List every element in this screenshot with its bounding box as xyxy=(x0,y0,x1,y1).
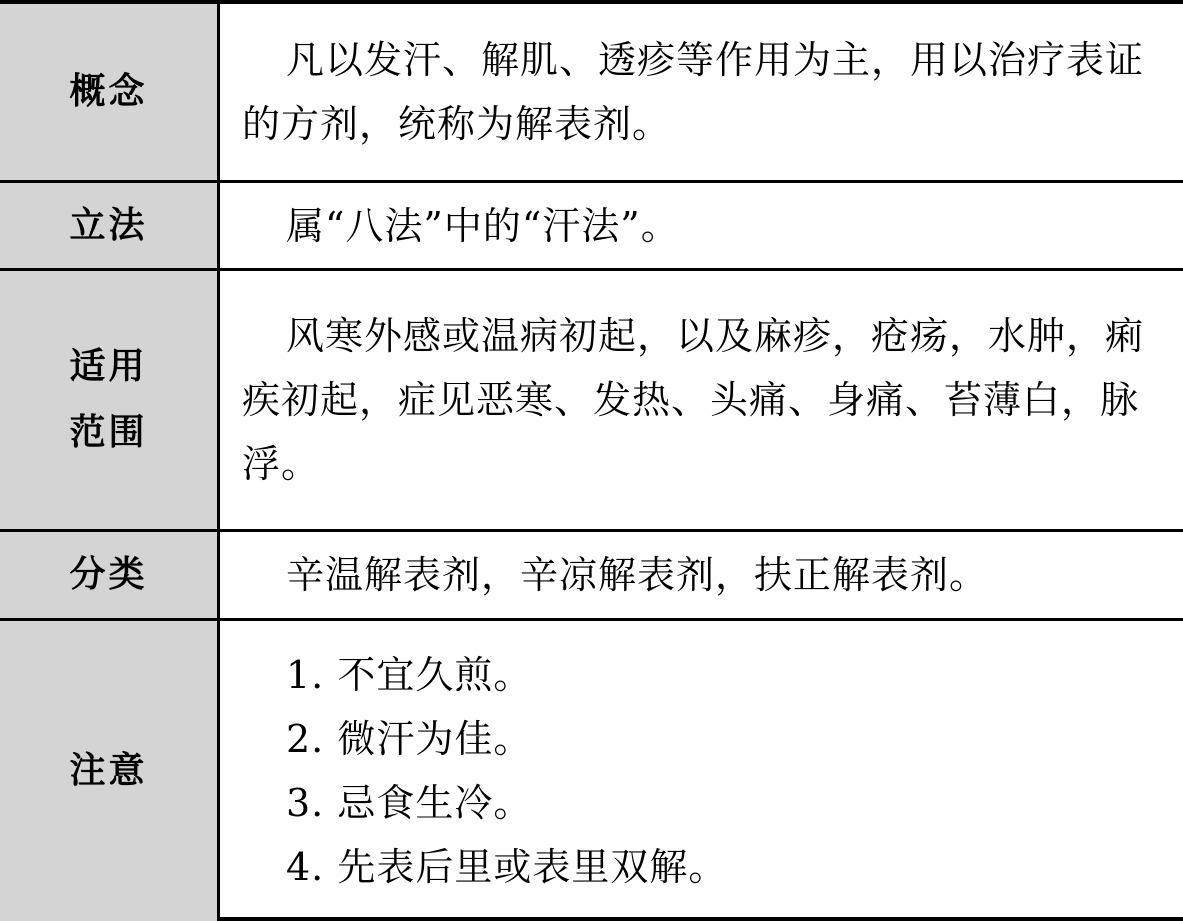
row-label-scope-line2: 范围 xyxy=(69,412,148,453)
list-item: 1. 不宜久煎。 xyxy=(286,653,533,697)
table-row-scope xyxy=(0,268,1183,529)
method-text: 属“八法”中的“汗法”。 xyxy=(286,203,680,248)
row-label-method: 立法 xyxy=(0,183,220,268)
row-label-precautions: 注意 xyxy=(0,621,220,921)
precautions-list xyxy=(242,643,1159,899)
row-label-scope xyxy=(0,271,220,529)
classification-text: 辛温解表剂，辛凉解表剂，扶正解表剂。 xyxy=(286,553,989,597)
table-row-precautions xyxy=(0,618,1183,921)
scope-text: 风寒外感或温病初起，以及麻疹，疮疡，水肿，痢疾初起，症见恶寒、发热、头痛、身痛、苔薄白，脉浮。 xyxy=(242,314,1145,486)
row-content-classification xyxy=(220,532,1183,618)
row-label-concept: 概念 xyxy=(0,4,220,180)
list-item: 4. 先表后里或表里双解。 xyxy=(286,845,728,889)
list-item: 3. 忌食生冷。 xyxy=(286,781,533,825)
list-item: 2. 微汗为佳。 xyxy=(286,717,533,761)
row-content-concept xyxy=(220,4,1183,180)
table-row-classification xyxy=(0,529,1183,618)
row-content-scope xyxy=(220,271,1183,529)
row-content-precautions xyxy=(220,621,1183,921)
row-label-scope-line1: 适用 xyxy=(69,346,148,387)
row-label-classification: 分类 xyxy=(0,532,220,618)
table-row-concept xyxy=(0,4,1183,180)
table-row-method xyxy=(0,180,1183,268)
concept-text: 凡以发汗、解肌、透疹等作用为主，用以治疗表证的方剂，统称为解表剂。 xyxy=(242,38,1145,146)
row-content-method xyxy=(220,183,1183,268)
